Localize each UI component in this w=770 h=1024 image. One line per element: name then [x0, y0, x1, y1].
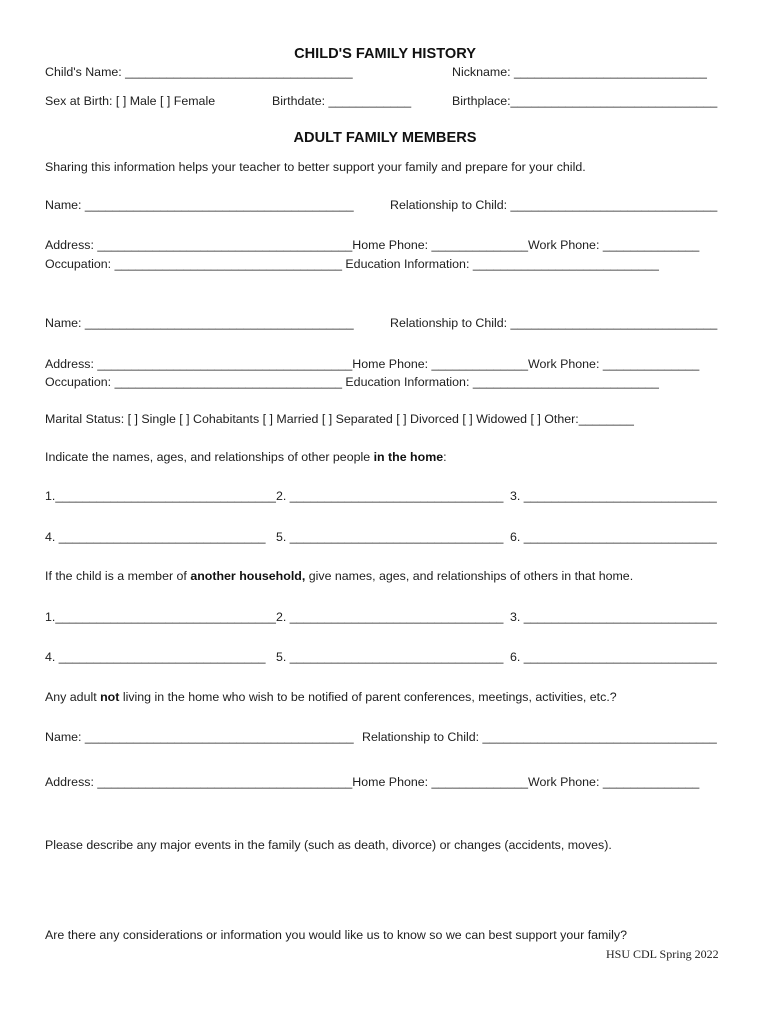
birthplace-field[interactable]: Birthplace:______________________________ [452, 94, 718, 108]
sex-at-birth-field[interactable]: Sex at Birth: [ ] Male [ ] Female [45, 94, 216, 108]
non-resident-address-phone-field[interactable]: Address: _____________________________________Home Phone: ______________Work Phone: ______________ [45, 775, 700, 789]
other-household-person-6-field[interactable]: 6. ____________________________ [510, 650, 717, 664]
adult1-name-field[interactable]: Name: _______________________________________ [45, 198, 354, 212]
in-home-person-6-field[interactable]: 6. ____________________________ [510, 530, 717, 544]
major-events-prompt: Please describe any major events in the family (such as death, divorce) or changes (accidents, moves). [45, 838, 612, 852]
in-home-person-1-field[interactable]: 1.________________________________ [45, 489, 276, 503]
form-title: CHILD'S FAMILY HISTORY [294, 46, 476, 62]
in-home-person-3-field[interactable]: 3. ____________________________ [510, 489, 717, 503]
adult-family-members-heading: ADULT FAMILY MEMBERS [293, 130, 477, 146]
adult1-address-phone-field[interactable]: Address: _____________________________________Home Phone: ______________Work Phone: ______________ [45, 238, 700, 252]
marital-status-field[interactable]: Marital Status: [ ] Single [ ] Cohabitants [ ] Married [ ] Separated [ ] Divorced [ ] Widowed [ ] Other:________ [45, 412, 634, 426]
adult-section-intro: Sharing this information helps your teacher to better support your family and prepare for your child. [45, 160, 586, 174]
adult2-relationship-field[interactable]: Relationship to Child: ______________________________ [390, 316, 718, 330]
other-household-person-4-field[interactable]: 4. ______________________________ [45, 650, 266, 664]
adult2-name-field[interactable]: Name: _______________________________________ [45, 316, 354, 330]
adult2-address-phone-field[interactable]: Address: _____________________________________Home Phone: ______________Work Phone: ______________ [45, 357, 700, 371]
considerations-prompt: Are there any considerations or information you would like us to know so we can best support your family? [45, 928, 627, 942]
other-household-person-1-field[interactable]: 1.________________________________ [45, 610, 276, 624]
non-resident-adult-prompt: Any adult not living in the home who wish to be notified of parent conferences, meetings, activities, etc.? [45, 690, 617, 704]
adult1-relationship-field[interactable]: Relationship to Child: ______________________________ [390, 198, 718, 212]
other-household-person-5-field[interactable]: 5. _______________________________ [276, 650, 504, 664]
non-resident-name-field[interactable]: Name: _______________________________________ [45, 730, 354, 744]
non-resident-relationship-field[interactable]: Relationship to Child: __________________________________ [362, 730, 717, 744]
footer-label: HSU CDL Spring 2022 [606, 947, 719, 961]
nickname-field[interactable]: Nickname: ____________________________ [452, 65, 707, 79]
birthdate-field[interactable]: Birthdate: ____________ [272, 94, 412, 108]
adult2-occupation-education-field[interactable]: Occupation: _________________________________ Education Information: ___________________________ [45, 375, 659, 389]
adult1-occupation-education-field[interactable]: Occupation: _________________________________ Education Information: ___________________________ [45, 257, 659, 271]
in-home-person-2-field[interactable]: 2. _______________________________ [276, 489, 504, 503]
other-household-prompt: If the child is a member of another household, give names, ages, and relationships of others in that home. [45, 569, 634, 583]
other-household-person-3-field[interactable]: 3. ____________________________ [510, 610, 717, 624]
in-home-person-4-field[interactable]: 4. ______________________________ [45, 530, 269, 544]
other-household-person-2-field[interactable]: 2. _______________________________ [276, 610, 504, 624]
in-home-prompt: Indicate the names, ages, and relationships of other people in the home: [45, 450, 447, 464]
childs-name-field[interactable]: Child's Name: _________________________________ [45, 65, 353, 79]
in-home-person-5-field[interactable]: 5. _______________________________ [276, 530, 504, 544]
